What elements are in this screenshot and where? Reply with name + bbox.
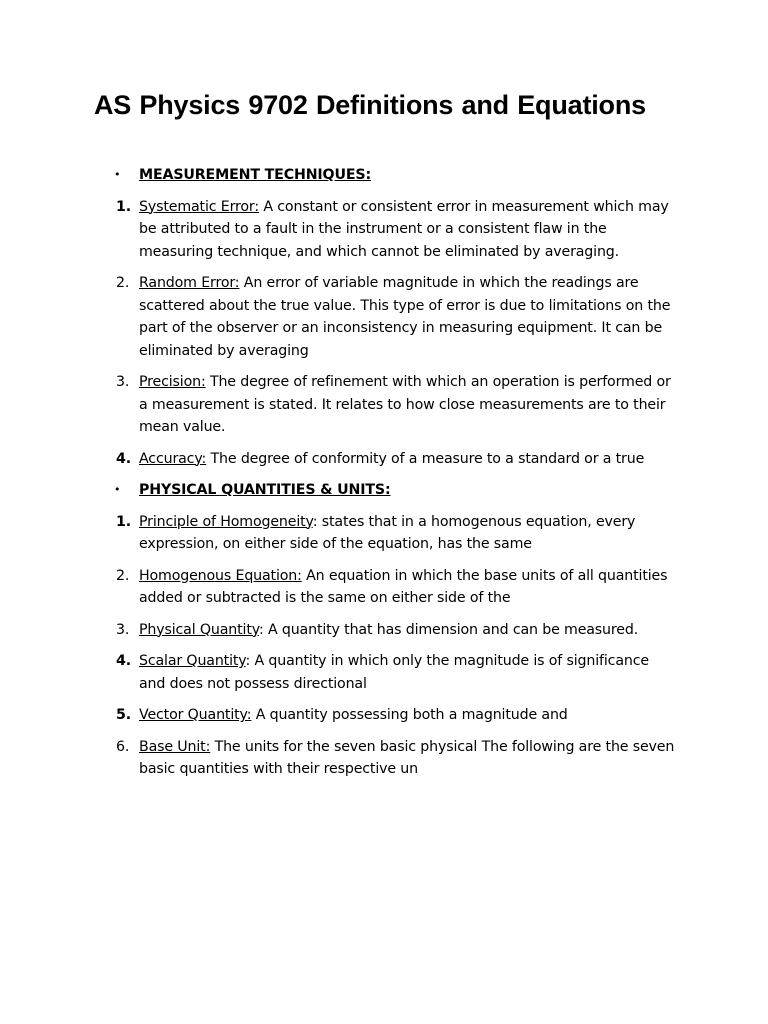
definition-base-unit — [94, 736, 678, 781]
list-number: 6. — [116, 738, 130, 755]
definition-term: Precision: — [139, 374, 206, 390]
definition-vector-quantity — [94, 704, 678, 727]
definition-term: Homogenous Equation: — [139, 567, 302, 584]
definition-term: Scalar Quantity — [139, 653, 246, 669]
definition-principle-of-homogeneity — [94, 511, 678, 556]
definition-text: The degree of conformity of a measure to a standard or a true — [206, 450, 645, 467]
section-heading-text: PHYSICAL QUANTITIES & UNITS: — [139, 482, 391, 498]
definition-term: Vector Quantity: — [139, 707, 252, 723]
section-heading-physical-quantities — [94, 479, 678, 502]
definition-term: Accuracy: — [139, 450, 207, 467]
definition-term: Principle of Homogeneity — [139, 513, 313, 530]
list-number: 3. — [116, 374, 130, 390]
definition-text: A constant or consistent error in measurement which may be attributed to a fault in the instrument or a consistent flaw in the measuring technique, and which cannot be eliminated by averaging. — [139, 198, 669, 260]
definition-term: Random Error: — [139, 275, 240, 291]
definition-accuracy — [94, 448, 678, 471]
list-number: 3. — [116, 621, 130, 638]
definition-precision — [94, 371, 678, 439]
definition-text: : A quantity that has dimension and can be measured. — [258, 621, 639, 638]
list-number: 5. — [116, 707, 131, 723]
definition-term: Physical Quantity — [139, 621, 259, 638]
bullet-icon: • — [114, 168, 121, 181]
definition-term: Base Unit: — [139, 738, 211, 755]
definition-text: The degree of refinement with which an operation is performed or a measurement is stated. It relates to how close measurements are to their mean value. — [139, 374, 671, 435]
definition-text: : A quantity in which only the magnitude is of significance and does not possess directional — [139, 653, 649, 692]
list-number: 1. — [116, 198, 131, 215]
definition-systematic-error — [94, 196, 678, 264]
definition-scalar-quantity — [94, 650, 678, 695]
definition-physical-quantity — [94, 619, 678, 642]
list-number: 2. — [116, 275, 130, 291]
definition-text: A quantity possessing both a magnitude and — [251, 707, 568, 723]
list-number: 1. — [116, 513, 131, 530]
definition-text: An equation in which the base units of all quantities added or subtracted is the same on either side of the — [139, 567, 668, 606]
list-number: 4. — [116, 450, 131, 467]
bullet-icon: • — [114, 483, 121, 496]
definition-text: An error of variable magnitude in which the readings are scattered about the true value. This type of error is due to limitations on the part of the observer or an inconsistency in measuring equipment. It can be eliminated by averaging — [139, 275, 671, 359]
definition-random-error — [94, 272, 678, 362]
document-body — [94, 164, 678, 781]
section-heading-measurement-techniques — [94, 164, 678, 187]
document-title: AS Physics 9702 Definitions and Equations — [94, 90, 646, 120]
definition-term: Systematic Error: — [139, 198, 259, 215]
definition-homogenous-equation — [94, 565, 678, 610]
definition-text: The units for the seven basic physical The following are the seven basic quantities with their respective un — [139, 738, 675, 777]
section-heading-text: MEASUREMENT TECHNIQUES: — [139, 167, 371, 183]
list-number: 4. — [116, 653, 131, 669]
list-number: 2. — [116, 567, 130, 584]
definition-text: : states that in a homogenous equation, every expression, on either side of the equation, has the same — [139, 513, 636, 552]
